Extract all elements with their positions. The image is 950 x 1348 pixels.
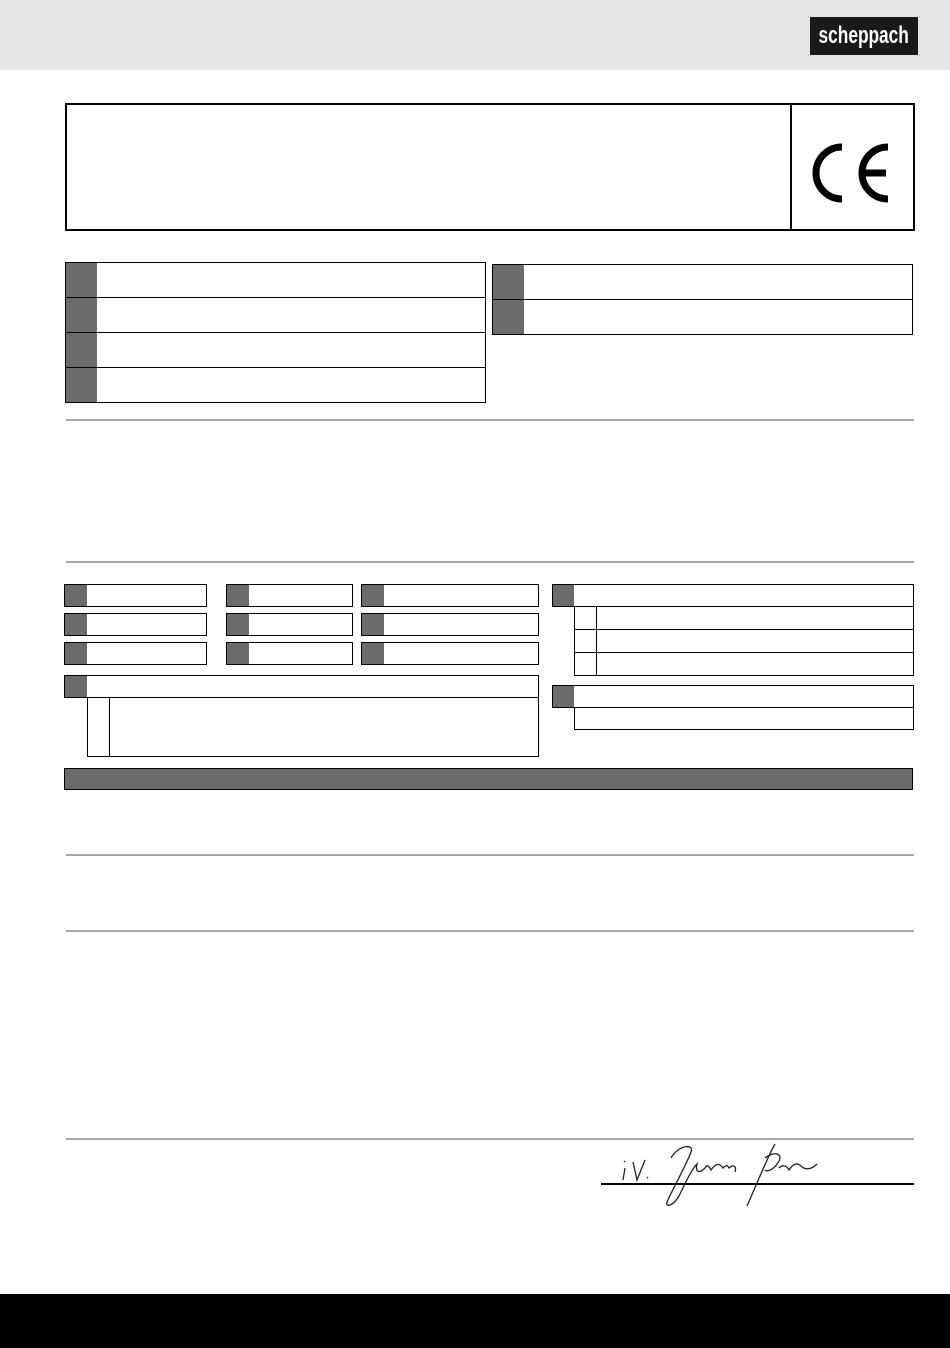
field-marker xyxy=(493,265,524,299)
field-marker xyxy=(66,333,97,367)
ce-mark-icon xyxy=(812,143,894,203)
section-divider xyxy=(66,854,914,856)
section-header-bar xyxy=(64,768,913,790)
directive-group-header xyxy=(64,675,539,698)
field-marker xyxy=(65,643,87,664)
field-marker xyxy=(227,614,249,635)
subrow-index-cell xyxy=(87,697,110,757)
field-marker xyxy=(65,614,87,635)
directive-note-field xyxy=(87,697,539,757)
field-marker xyxy=(553,585,574,606)
field-row-1 xyxy=(65,262,486,298)
field-marker xyxy=(227,643,249,664)
top-band xyxy=(0,0,950,70)
ce-mark-cell xyxy=(790,105,913,229)
field-row-4 xyxy=(65,367,486,403)
section-divider xyxy=(66,561,914,563)
field-row-2 xyxy=(65,297,486,333)
directive-subrow xyxy=(574,652,914,676)
field-row-3 xyxy=(65,332,486,368)
directive-group-header xyxy=(552,685,914,708)
subrow-index-cell xyxy=(574,606,597,630)
directive-group-header xyxy=(552,584,914,607)
field-marker xyxy=(66,263,97,297)
field-marker xyxy=(65,676,87,697)
section-divider xyxy=(66,930,914,932)
subrow-index-cell xyxy=(574,652,597,676)
field-marker xyxy=(66,298,97,332)
field-marker xyxy=(362,643,384,664)
declaration-header-box xyxy=(65,103,915,231)
scheppach-logo: scheppach xyxy=(810,17,918,55)
section-divider xyxy=(66,419,914,421)
directive-subrow xyxy=(574,629,914,653)
directive-field xyxy=(361,613,539,636)
bottom-band xyxy=(0,1294,950,1348)
field-marker xyxy=(65,585,87,606)
handwritten-signature xyxy=(615,1140,825,1212)
field-marker xyxy=(66,368,97,402)
field-row-5 xyxy=(492,264,913,300)
field-marker xyxy=(493,300,524,334)
directive-subrow xyxy=(574,606,914,630)
subrow-index-cell xyxy=(574,629,597,653)
directive-subrow xyxy=(574,707,914,730)
field-marker xyxy=(553,686,574,707)
field-marker xyxy=(362,585,384,606)
directive-field xyxy=(361,584,539,607)
field-marker xyxy=(227,585,249,606)
directive-field xyxy=(361,642,539,665)
field-row-6 xyxy=(492,299,913,335)
field-marker xyxy=(362,614,384,635)
